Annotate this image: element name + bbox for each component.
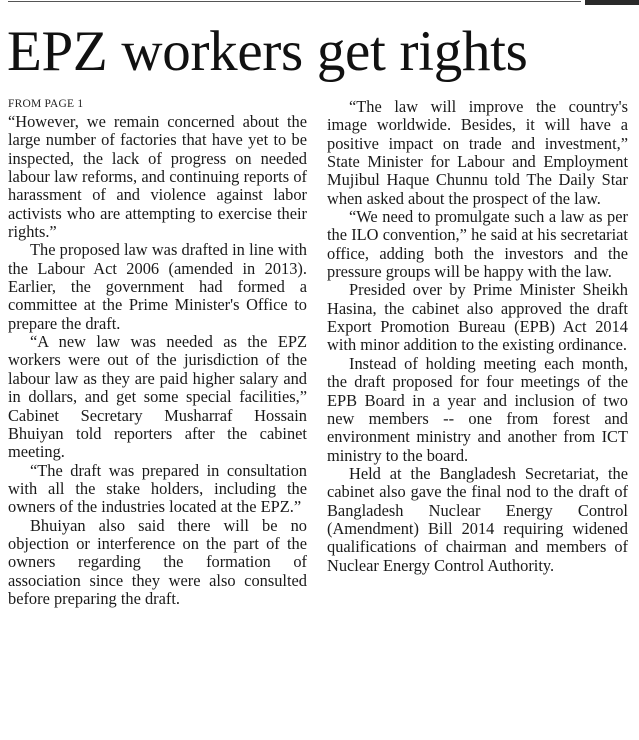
article-column-right [327,98,628,575]
paragraph: “The law will improve the country's image worldwide. Besides, it will have a positive impact on trade and investment,” State Minister for Labour and Employment Mujibul Haque Chunnu told The Daily Star when asked about the prospect of the law. [327,97,628,208]
article-column-left [8,96,307,608]
paragraph: Held at the Bangladesh Secretariat, the cabinet also gave the final nod to the draft of Bangladesh Nuclear Energy Control (Amendment) Bill 2014 requiring widened qualifications of chairman and members of Nuclear Energy Control Authority. [327,463,628,575]
paragraph: Bhuiyan also said there will be no objection or interference on the part of the owners regarding the formation of association since they were also consulted before preparing the draft. [8,515,307,608]
paragraph: Presided over by Prime Minister Sheikh Hasina, the cabinet also approved the draft Export Promotion Bureau (EPB) Act 2014 with minor addition to the existing ordinance. [327,280,628,355]
kicker-from-page: FROM PAGE 1 [8,98,84,110]
paragraph: “A new law was needed as the EPZ workers were out of the jurisdiction of the labour law as they are paid higher salary and in dollars, and get some special facilities,” Cabinet Secretary Musharraf Hossain Bhuiyan told reporters after the cabinet meeting. [8,332,307,462]
paragraph: “However, we remain concerned about the large number of factories that have yet to be inspected, the lack of progress on needed labour law reforms, and continuing reports of harassment of and violence against labor activists who are attempting to exercise their rights.” [8,112,307,242]
paragraph: “The draft was prepared in consultation with all the stake holders, including the owners of the industries located at the EPZ.” [8,460,307,517]
headline: EPZ workers get rights [7,20,528,83]
paragraph: “We need to promulgate such a law as per the ILO convention,” he said at his secretariat office, adding both the investors and the pressure groups will be happy with the law. [327,207,628,282]
page-corner-mark [585,0,639,5]
top-rule [8,1,581,2]
paragraph: Instead of holding meeting each month, the draft proposed for four meetings of the EPB Board in a year and inclusion of two new members -- one from forest and environment ministry and another from ICT ministry to the board. [327,353,628,465]
paragraph: The proposed law was drafted in line with the Labour Act 2006 (amended in 2013). Earlier, the government had formed a committee at the Prime Minister's Office to prepare the draft. [8,240,307,333]
